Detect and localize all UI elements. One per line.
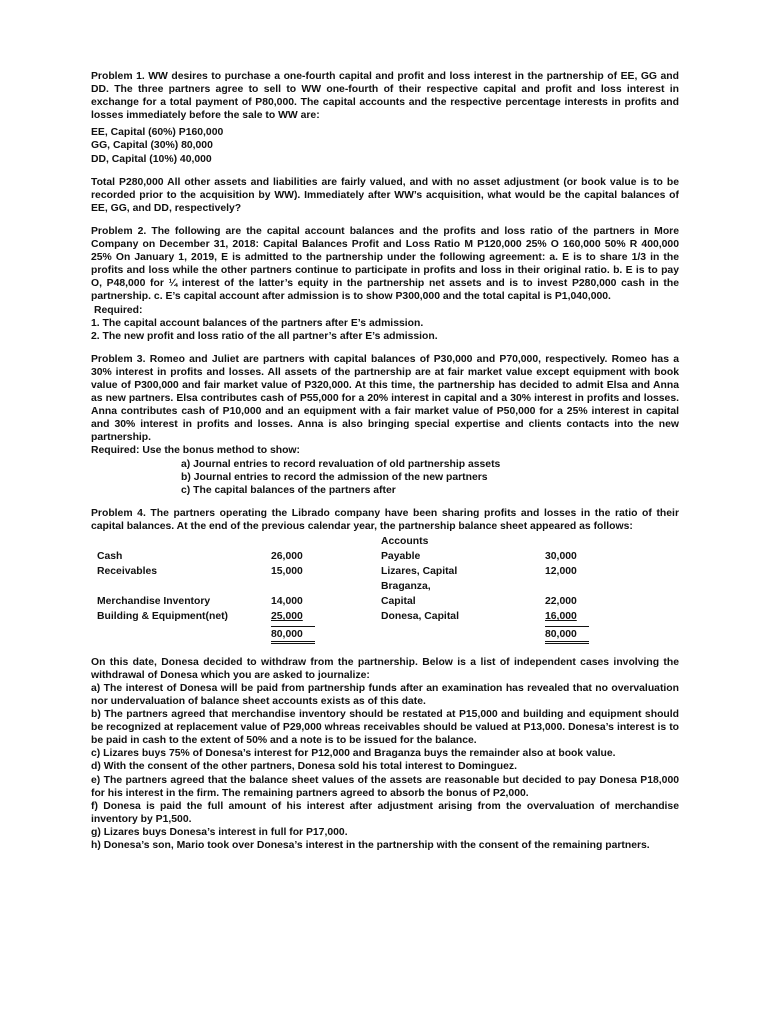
bs-left-label: Merchandise Inventory [97,596,211,608]
case-b: b) The partners agreed that merchandise inventory should be restated at P15,000 and building and equipment should be recognized at replacement value of P29,000 whreas receivables should be valued at P13,000. Donesa’s interest is to be paid in cash to the extent of 50% and a note is to be issued for the balance. [91,709,679,747]
problem-2-required-1: 1. The capital account balances of the partners after E’s admission. [91,317,424,329]
bs-right-amount: 22,000 [545,596,577,608]
problem-2-required-2: 2. The new profit and loss ratio of the all partner’s after E’s admission. [91,330,438,342]
problem-3-item-c: c) The capital balances of the partners after [181,484,396,496]
balance-sheet-table [91,535,589,646]
bs-left-label: Cash [97,551,123,563]
bs-right-head: Accounts [381,536,429,547]
problem-1-intro: Problem 1. WW desires to purchase a one-fourth capital and profit and loss interest in the partnership of EE, GG and DD. The three partners agree to sell to WW one-fourth of their respective capital and profit and loss interest in exchange for a total payment of P80,000. The capital accounts and the respective percentage interests in profits and losses immediately before the sale to WW are: [91,71,679,122]
problem-1-question: Total P280,000 All other assets and liabilities are fairly valued, and with no asset adjustment (or book value is to be recorded prior to the acquisition by WW). Immediately after WW’s acquisition, what would be the capital balances of EE, GG, and DD, respectively? [91,176,679,214]
bs-right-label: Payable [381,551,421,563]
capital-ee: EE, Capital (60%) P160,000 [91,127,224,139]
bs-left-amount: 26,000 [271,551,303,563]
problem-3-intro: Problem 3. Romeo and Juliet are partners with capital balances of P30,000 and P70,000, respectively. Romeo has a 30% interest in profits and losses. All assets of the partnership are at fair market value except equipment with book value of P300,000 and fair market value of P320,000. At this time, the partnership has decided to admit Elsa and Anna as new partners. Elsa contributes cash of P55,000 for a 20% interest in capital and a 30% interest in profits and losses. Anna contributes cash of P10,000 and an equipment with a fair market value of P50,000 for a 25% interest in capital and 30% interest in profits and losses. Anna is also bringing special expertise and clients contacts into the new partnership. [91,353,679,444]
bs-left-amount: 14,000 [271,596,303,608]
case-e: e) The partners agreed that the balance sheet values of the assets are reasonable but decided to pay Donesa P18,000 for his interest in the firm. The remaining partners agreed to absorb the bonus of P2,000. [91,774,679,799]
bs-left-amount: 15,000 [271,566,303,578]
bs-right-amount: 16,000 [545,611,577,623]
capital-dd: DD, Capital (10%) 40,000 [91,153,212,165]
bs-left-label: Building & Equipment(net) [97,611,229,623]
bs-row-head [91,535,589,550]
problem-3-required: Required: Use the bonus method to show: [91,445,300,457]
bs-right-amount: 30,000 [545,551,577,563]
problem-3-item-b: b) Journal entries to record the admission of the new partners [181,471,488,483]
bs-right-label: Braganza, [381,581,431,593]
case-c: c) Lizares buys 75% of Donesa’s interest for P12,000 and Braganza buys the remainder also at book value. [91,748,616,760]
problem-3-item-a: a) Journal entries to record revaluation of old partnership assets [181,458,501,470]
bs-row [91,595,589,610]
bs-right-amount: 12,000 [545,566,577,578]
problem-2-intro: Problem 2. The following are the capital account balances and the profits and loss ratio of the partners in More Company on December 31, 2018: Capital Balances Profit and Loss Ratio M P120,000 25% O 160,000 50% R 400,000 25% On January 1, 2019, E is admitted to the partnership under the following agreement: a. E is to share 1/3 in the profits and loss while the other partners continue to participate in profits and loss in their original ratio. b. E is to pay O, P48,000 for ¼ interest of the latter’s equity in the partnership net assets and is to invest P280,000 cash in the partnership. c. E’s capital account after admission is to show P300,000 and the total capital is P1,040,000. [91,225,679,303]
case-a: a) The interest of Donesa will be paid from partnership funds after an examination has revealed that no overvaluation nor undervaluation of balance sheet accounts exists as of this date. [91,682,679,707]
bs-total-right: 80,000 [545,626,589,644]
bs-left-label: Receivables [97,566,158,578]
bs-total-left: 80,000 [271,626,315,644]
case-d: d) With the consent of the other partners, Donesa sold his total interest to Dominguez. [91,761,517,773]
problem-4-intro: Problem 4. The partners operating the Librado company have been sharing profits and losses in the ratio of their capital balances. At the end of the previous calendar year, the partnership balance sheet appeared as follows: [91,507,679,532]
problem-2-required-label: Required: [94,304,143,316]
bs-row [91,550,589,565]
bs-left-amount: 25,000 [271,611,303,623]
case-h: h) Donesa’s son, Mario took over Donesa’s interest in the partnership with the consent of the remaining partners. [91,839,650,851]
bs-total-row [91,626,589,646]
bs-row [91,565,589,580]
case-f: f) Donesa is paid the full amount of his interest after adjustment arising from the overvaluation of merchandise inventory by P1,500. [91,800,679,825]
bs-right-label: Capital [381,596,416,608]
bs-row [91,580,589,595]
bs-right-label: Lizares, Capital [381,566,458,578]
bs-right-label: Donesa, Capital [381,611,459,623]
capital-gg: GG, Capital (30%) 80,000 [91,140,213,152]
problem-4-after: On this date, Donesa decided to withdraw from the partnership. Below is a list of independent cases involving the withdrawal of Donesa which you are asked to journalize: [91,656,679,681]
document-page [91,70,679,852]
case-g: g) Lizares buys Donesa’s interest in full for P17,000. [91,826,348,838]
bs-row [91,610,589,625]
